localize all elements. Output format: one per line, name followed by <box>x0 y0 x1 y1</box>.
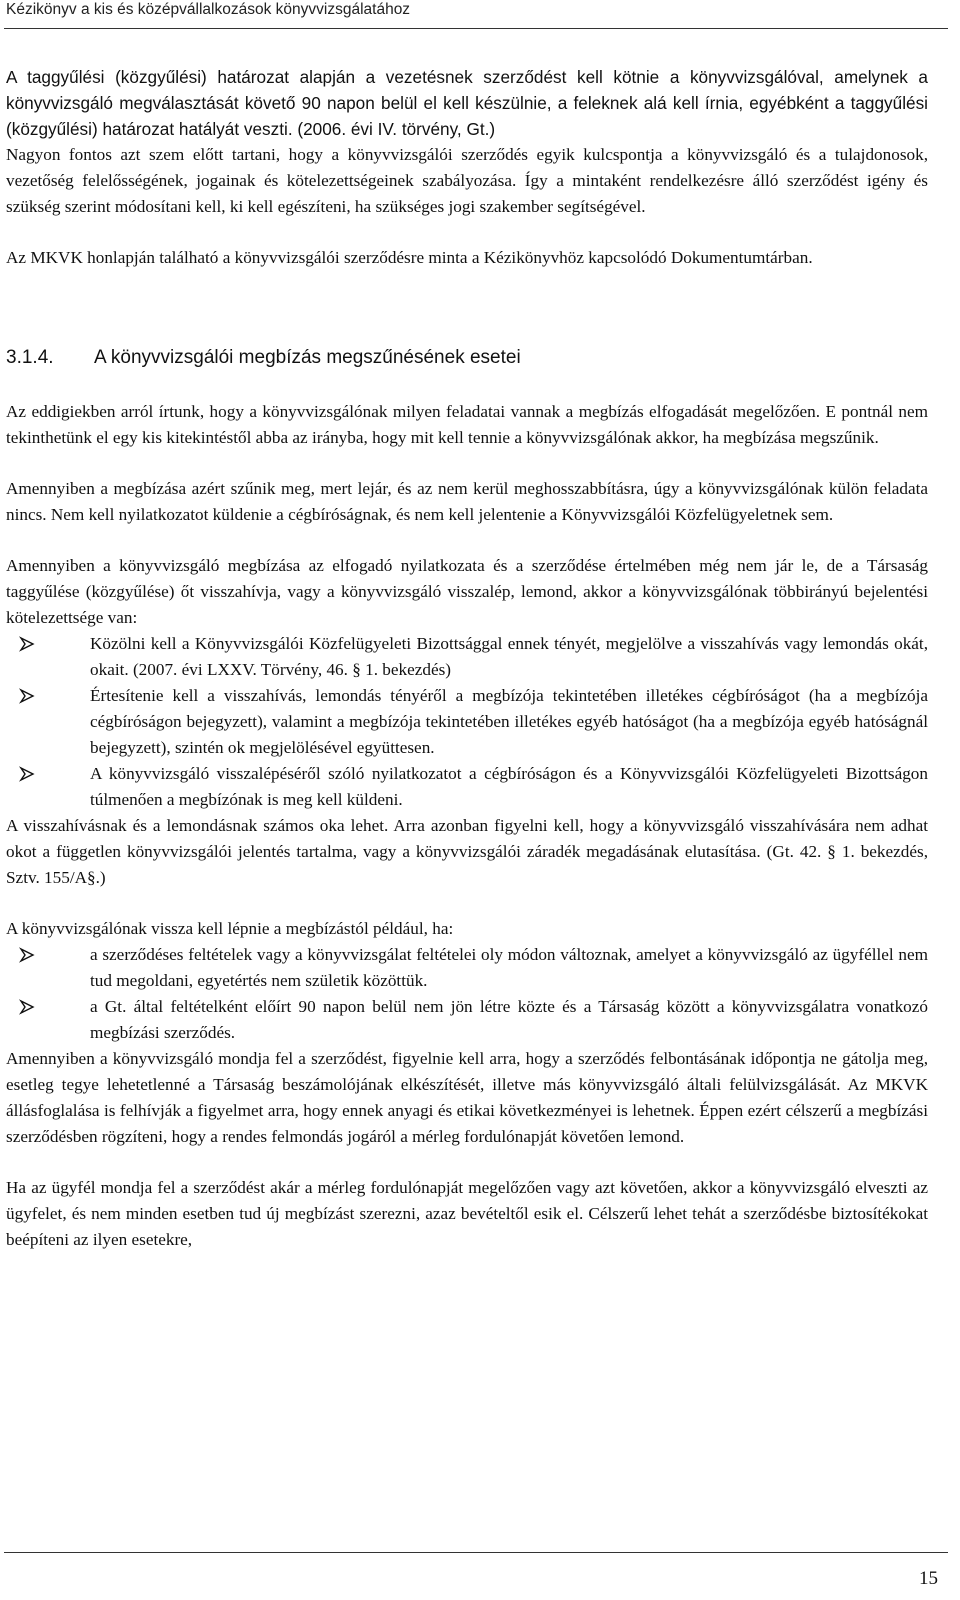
arrowhead-bullet-icon <box>18 994 38 1020</box>
section-number: 3.1.4. <box>6 347 54 368</box>
list-item <box>6 761 928 813</box>
section-title: A könyvvizsgálói megbízás megszűnésének esetei <box>94 347 521 368</box>
arrowhead-bullet-icon <box>18 942 38 968</box>
list-item <box>6 631 928 683</box>
document-body <box>6 64 928 1253</box>
arrowhead-bullet-icon <box>18 761 38 787</box>
paragraph-recall-resignation: Amennyiben a könyvvizsgáló megbízása az elfogadó nyilatkozata és a szerződése értelmében még nem jár le, de a Társaság taggyűlése (közgyűlése) őt visszahívja, vagy a könyvvizsgáló visszalép, lemond, akkor a könyvvizsgálónak többirányú bejelentési kötelezettsége van: <box>6 556 928 627</box>
footer-rule <box>4 1552 948 1553</box>
paragraph-auditor-terminates: Amennyiben a könyvvizsgáló mondja fel a szerződést, figyelnie kell arra, hogy a szerződés felbontásának időpontja ne gátolja meg, esetleg tegye lehetetlenné a Társaság beszámolójának elkészítését, illetve más könyvvizsgáló általi felülvizsgálását. Az MKVK állásfoglalása is felhívják a figyelmet arra, hogy ennek anyagi és etikai következményei is lehetnek. Éppen ezért célszerű a megbízási szerződésben rögzíteni, hogy a rendes felmondás jogáról a mérleg fordulónapját követően lemond. <box>6 1049 928 1146</box>
paragraph-expiry: Amennyiben a megbízása azért szűnik meg, mert lejár, és az nem kerül meghosszabbításra, úgy a könyvvizsgálónak külön feladata nincs. Nem kell nyilatkozatot küldenie a cégbíróságnak, és nem kell jelentenie a Könyvvizsgálói Közfelügyeletnek sem. <box>6 479 928 524</box>
page-number: 15 <box>919 1568 938 1589</box>
list-item-text: A könyvvizsgáló visszalépéséről szóló nyilatkozatot a cégbíróságon és a Könyvvizsgálói Közfelügyeleti Bizottságon túlmenően a megbízónak is meg kell küldeni. <box>90 764 928 809</box>
paragraph-client-terminates: Ha az ügyfél mondja fel a szerződést akár a mérleg fordulónapját megelőzően vagy azt követően, akkor a könyvvizsgáló elveszti az ügyfelet, és nem minden esetben tud új megbízást szerezni, azaz bevételtől esik el. Célszerű lehet tehát a szerződésbe biztosítékokat beépíteni az ilyen esetekre, <box>6 1178 928 1249</box>
withdrawal-cases-list <box>6 942 928 1046</box>
list-item-text: a szerződéses feltételek vagy a könyvvizsgálat feltételei oly módon változnak, amelyet a könyvvizsgáló az ügyféllel nem tud megoldani, egyetértés nem születik közöttük. <box>90 945 928 990</box>
header-rule <box>4 28 948 29</box>
list-item-text: a Gt. által feltételként előírt 90 napon belül nem jön létre közte és a Társaság között a könyvvizsgálatra vonatkozó megbízási szerződés. <box>90 997 928 1042</box>
paragraph-recall-reasons: A visszahívásnak és a lemondásnak számos oka lehet. Arra azonban figyelni kell, hogy a könyvvizsgáló visszahívására nem adhat okot a független könyvvizsgálói jelentés tartalma, vagy a könyvvizsgálói záradék megadásának elutasítása. (Gt. 42. § 1. bekezdés, Sztv. 155/A§.) <box>6 816 928 887</box>
paragraph-contract-deadline: A taggyűlési (közgyűlési) határozat alapján a vezetésnek szerződést kell kötnie a könyvvizsgálóval, amelynek a könyvvizsgáló megválasztását követő 90 napon belül el kell készülnie, a feleknek alá kell írnia, egyébként a taggyűlési (közgyűlési) határozat hatályát veszti. (2006. évi IV. törvény, Gt.) <box>6 67 928 139</box>
arrowhead-bullet-icon <box>18 631 38 657</box>
list-item-text: Értesítenie kell a visszahívás, lemondás tényéről a megbízója tekintetében illetékes cégbíróságot (ha a megbízója cégbíróságon bejegyzett), valamint a megbízója tekintetében illetékes egyéb hatóságot (ha a megbízója egyéb hatóságnál bejegyzett), szintén ok megjelölésével együttesen. <box>90 686 928 757</box>
list-item <box>6 942 928 994</box>
section-heading <box>6 345 928 371</box>
paragraph-withdraw-intro: A könyvvizsgálónak vissza kell lépnie a megbízástól például, ha: <box>6 919 454 938</box>
list-item-text: Közölni kell a Könyvvizsgálói Közfelügyeleti Bizottsággal ennek tényét, megjelölve a visszahívás vagy lemondás okát, okait. (2007. évi LXXV. Törvény, 46. § 1. bekezdés) <box>90 634 928 679</box>
list-item <box>6 994 928 1046</box>
arrowhead-bullet-icon <box>18 683 38 709</box>
running-header: Kézikönyv a kis és középvállalkozások könyvvizsgálatához <box>6 1 411 18</box>
paragraph-contract-keypoint: Nagyon fontos azt szem előtt tartani, hogy a könyvvizsgálói szerződés egyik kulcspontja a könyvvizsgáló és a tulajdonosok, vezetőség felelősségének, jogainak és kötelezettségeinek szabályozása. Így a mintaként rendelkezésre álló szerződést igény és szükség szerint módosítani kell, ki kell egészíteni, ha szükséges jogi szakember segítségével. <box>6 145 928 216</box>
notification-duties-list <box>6 631 928 813</box>
paragraph-intro-termination: Az eddigiekben arról írtunk, hogy a könyvvizsgálónak milyen feladatai vannak a megbízás elfogadását megelőzően. E pontnál nem tekinthetünk el egy kis kitekintéstől abba az irányba, hogy mit kell tennie a könyvvizsgálónak akkor, ha megbízása megszűnik. <box>6 402 928 447</box>
paragraph-mkvk-template: Az MKVK honlapján található a könyvvizsgálói szerződésre minta a Kézikönyvhöz kapcsolódó Dokumentumtárban. <box>6 248 813 267</box>
list-item <box>6 683 928 761</box>
